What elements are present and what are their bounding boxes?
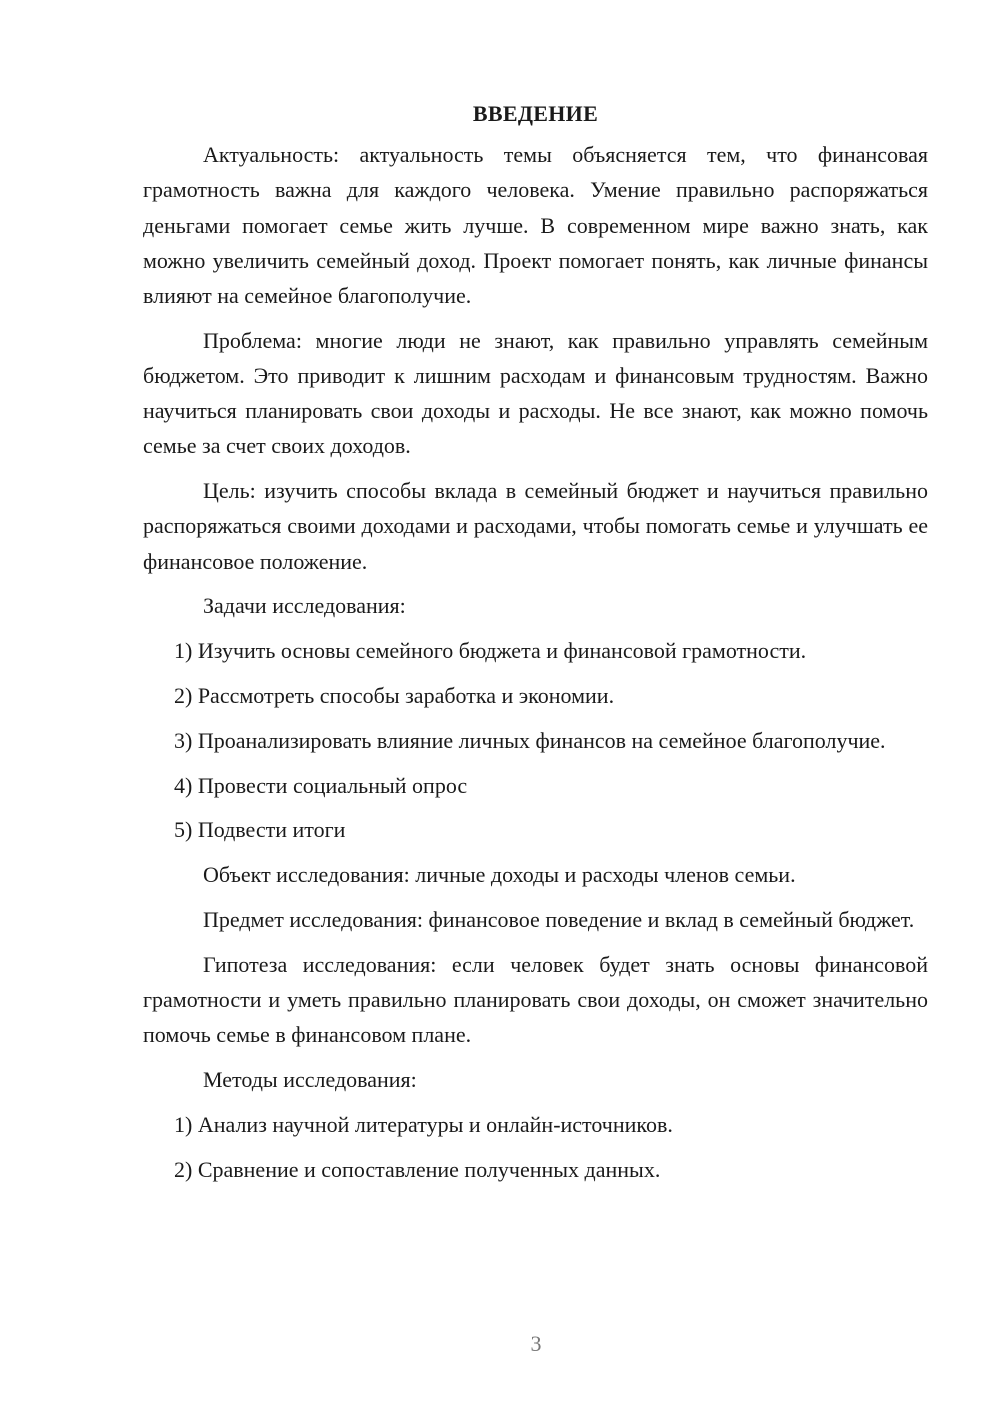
paragraph-hypothesis: Гипотеза исследования: если человек будет знать основы финансовой грамотности и уметь правильно планировать свои доходы, он сможет значительно помочь семье в финансовом плане. [143, 951, 928, 1048]
task-item-1: 1) Изучить основы семейного бюджета и финансовой грамотности. [174, 638, 807, 664]
page-heading: ВВЕДЕНИЕ [472, 101, 599, 126]
paragraph-object: Объект исследования: личные доходы и расходы членов семьи. [203, 862, 796, 888]
page-body [143, 96, 928, 1196]
paragraph-goal: Цель: изучить способы вклада в семейный бюджет и научиться правильно распоряжаться своими доходами и расходами, чтобы помогать семье и улучшать ее финансовое положение. [143, 478, 928, 574]
method-item-2: 2) Сравнение и сопоставление полученных данных. [174, 1156, 661, 1182]
page-number: 3 [530, 1331, 542, 1356]
task-item-3: 3) Проанализировать влияние личных финансов на семейное благополучие. [174, 727, 886, 753]
method-item-1: 1) Анализ научной литературы и онлайн-источников. [174, 1111, 673, 1137]
task-item-2: 2) Рассмотреть способы заработка и экономии. [174, 683, 615, 709]
task-item-4: 4) Провести социальный опрос [174, 772, 468, 798]
methods-heading: Методы исследования: [203, 1067, 417, 1092]
task-item-5: 5) Подвести итоги [174, 817, 346, 843]
paragraph-relevance: Актуальность: актуальность темы объясняется тем, что финансовая грамотность важна для каждого человека. Умение правильно распоряжаться деньгами помогает семье жить лучше. В современном мире важно знать, как можно увеличить семейный доход. Проект помогает понять, как личные финансы влияют на семейное благополучие. [143, 142, 928, 309]
tasks-heading: Задачи исследования: [203, 593, 406, 619]
paragraph-subject: Предмет исследования: финансовое поведение и вклад в семейный бюджет. [203, 907, 915, 932]
paragraph-problem: Проблема: многие люди не знают, как правильно управлять семейным бюджетом. Это приводит к лишним расходам и финансовым трудностям. Важно научиться планировать свои доходы и расходы. Не все знают, как можно помочь семье за счет своих доходов. [143, 327, 928, 459]
